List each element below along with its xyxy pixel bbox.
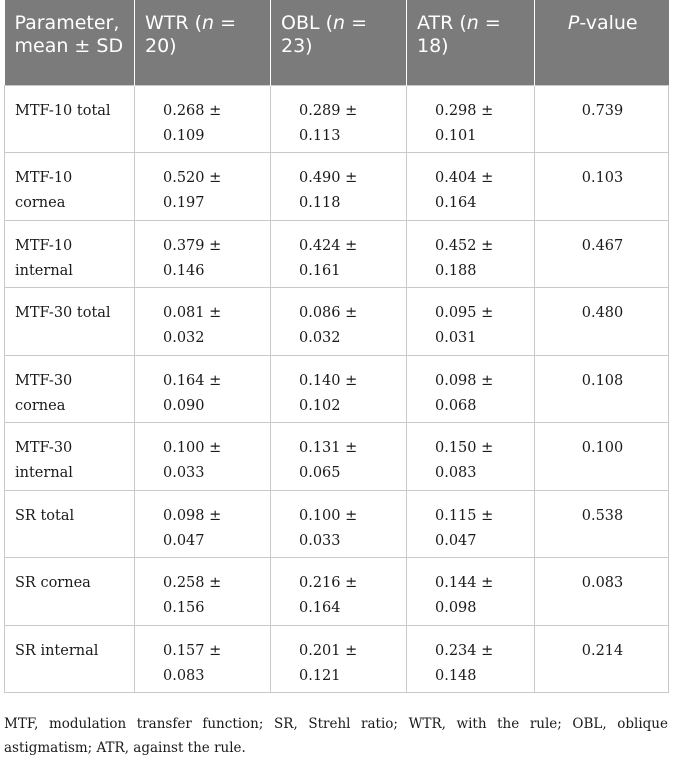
atr-cell: 0.098 ± 0.068 <box>407 355 535 423</box>
atr-cell: 0.452 ± 0.188 <box>407 220 535 288</box>
table-body <box>5 85 669 693</box>
parameter-cell: MTF-10 internal <box>5 220 135 288</box>
wtr-cell: 0.520 ± 0.197 <box>135 153 271 221</box>
pvalue-cell: 0.538 <box>535 490 669 558</box>
parameter-cell: SR internal <box>5 625 135 693</box>
wtr-cell: 0.268 ± 0.109 <box>135 85 271 153</box>
table-header <box>5 0 669 85</box>
header-cell-parameter <box>5 0 135 85</box>
obl-cell: 0.100 ± 0.033 <box>271 490 407 558</box>
obl-cell: 0.424 ± 0.161 <box>271 220 407 288</box>
table-row <box>5 490 669 558</box>
header-italic: P <box>567 12 580 34</box>
wtr-cell: 0.258 ± 0.156 <box>135 558 271 626</box>
header-text: ATR ( <box>417 12 467 34</box>
data-table <box>4 0 669 693</box>
header-text: = 23) <box>281 12 368 57</box>
header-italic: n <box>466 12 479 34</box>
pvalue-cell: 0.467 <box>535 220 669 288</box>
table-row <box>5 220 669 288</box>
pvalue-cell: 0.103 <box>535 153 669 221</box>
pvalue-cell: 0.083 <box>535 558 669 626</box>
header-text: = 20) <box>145 12 237 57</box>
pvalue-cell: 0.214 <box>535 625 669 693</box>
parameter-cell: MTF-30 internal <box>5 423 135 491</box>
table-row <box>5 625 669 693</box>
header-cell-obl <box>271 0 407 85</box>
wtr-cell: 0.100 ± 0.033 <box>135 423 271 491</box>
header-italic: n <box>333 12 346 34</box>
header-text: Parameter, mean ± SD <box>14 12 124 57</box>
wtr-cell: 0.081 ± 0.032 <box>135 288 271 356</box>
table-row <box>5 558 669 626</box>
wtr-cell: 0.098 ± 0.047 <box>135 490 271 558</box>
pvalue-cell: 0.480 <box>535 288 669 356</box>
obl-cell: 0.140 ± 0.102 <box>271 355 407 423</box>
pvalue-cell: 0.100 <box>535 423 669 491</box>
obl-cell: 0.201 ± 0.121 <box>271 625 407 693</box>
header-text: = 18) <box>417 12 501 57</box>
wtr-cell: 0.164 ± 0.090 <box>135 355 271 423</box>
atr-cell: 0.144 ± 0.098 <box>407 558 535 626</box>
parameter-cell: SR total <box>5 490 135 558</box>
obl-cell: 0.216 ± 0.164 <box>271 558 407 626</box>
atr-cell: 0.150 ± 0.083 <box>407 423 535 491</box>
atr-cell: 0.298 ± 0.101 <box>407 85 535 153</box>
atr-cell: 0.404 ± 0.164 <box>407 153 535 221</box>
table-row <box>5 355 669 423</box>
pvalue-cell: 0.108 <box>535 355 669 423</box>
table-row <box>5 153 669 221</box>
atr-cell: 0.115 ± 0.047 <box>407 490 535 558</box>
header-text: -value <box>579 12 638 34</box>
header-cell-pvalue <box>535 0 669 85</box>
header-cell-atr <box>407 0 535 85</box>
header-text: OBL ( <box>281 12 334 34</box>
parameter-cell: MTF-30 total <box>5 288 135 356</box>
obl-cell: 0.289 ± 0.113 <box>271 85 407 153</box>
table-row <box>5 85 669 153</box>
wtr-cell: 0.157 ± 0.083 <box>135 625 271 693</box>
atr-cell: 0.095 ± 0.031 <box>407 288 535 356</box>
atr-cell: 0.234 ± 0.148 <box>407 625 535 693</box>
header-cell-wtr <box>135 0 271 85</box>
header-italic: n <box>202 12 215 34</box>
pvalue-cell: 0.739 <box>535 85 669 153</box>
table-footnote: MTF, modulation transfer function; SR, Strehl ratio; WTR, with the rule; OBL, oblique astigmatism; ATR, against the rule. <box>4 716 668 756</box>
header-text: WTR ( <box>145 12 203 34</box>
wtr-cell: 0.379 ± 0.146 <box>135 220 271 288</box>
obl-cell: 0.131 ± 0.065 <box>271 423 407 491</box>
parameter-cell: SR cornea <box>5 558 135 626</box>
table-row <box>5 288 669 356</box>
obl-cell: 0.490 ± 0.118 <box>271 153 407 221</box>
parameter-cell: MTF-30 cornea <box>5 355 135 423</box>
table-row <box>5 423 669 491</box>
parameter-cell: MTF-10 total <box>5 85 135 153</box>
header-row <box>5 0 669 85</box>
obl-cell: 0.086 ± 0.032 <box>271 288 407 356</box>
parameter-cell: MTF-10 cornea <box>5 153 135 221</box>
